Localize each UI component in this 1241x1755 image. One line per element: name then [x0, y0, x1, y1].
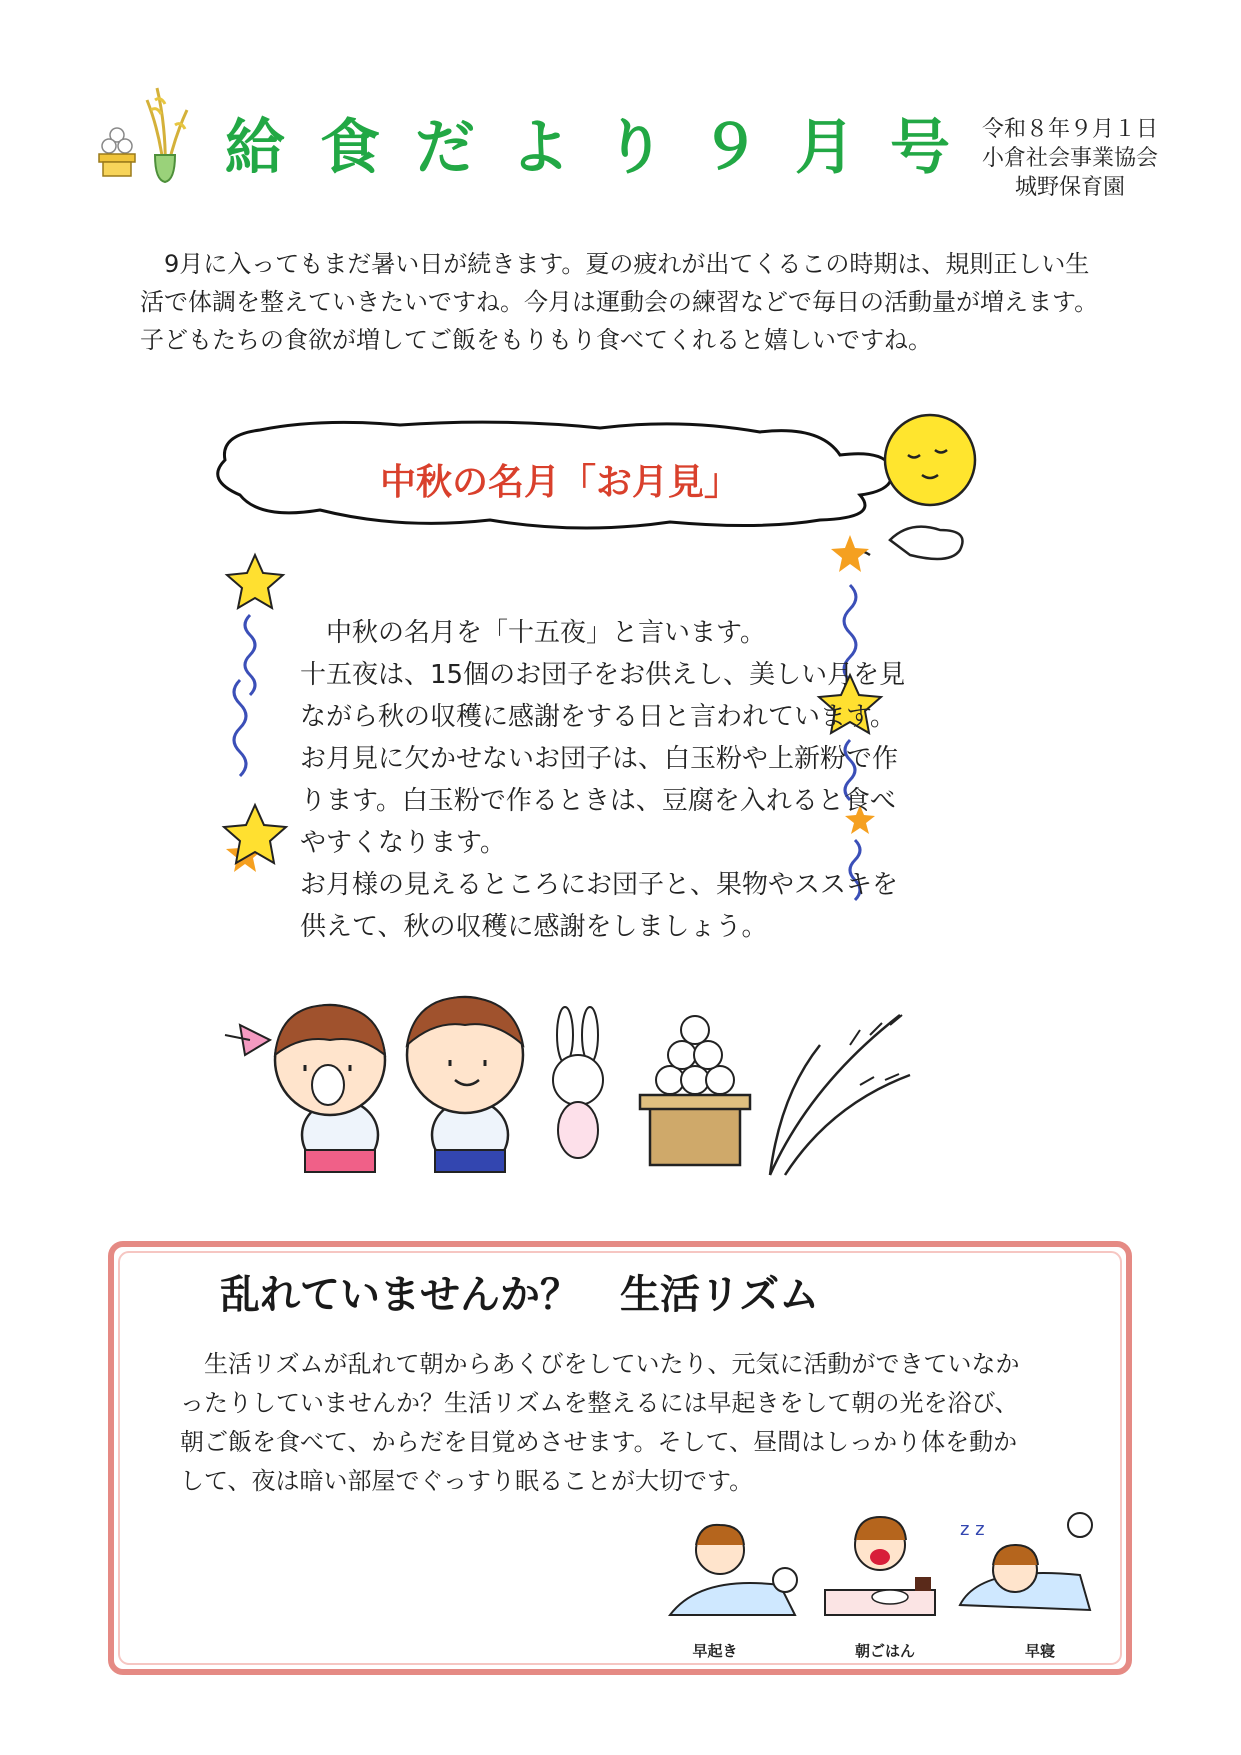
caption-wake-up: 早起き — [692, 1642, 738, 1660]
moon-section-body — [300, 612, 910, 948]
moon-icon — [885, 415, 975, 505]
issue-info — [965, 115, 1175, 202]
issue-date: 令和８年９月１日 — [981, 117, 1158, 142]
svg-text:z z: z z — [960, 1519, 985, 1540]
daily-routine-illustration — [660, 1505, 1100, 1635]
squiggle-icon — [234, 680, 246, 776]
caption-sleep: 早寝 — [1024, 1642, 1055, 1660]
breakfast-illustration — [825, 1517, 935, 1615]
tsukimi-illustration — [210, 985, 1000, 1185]
moon-paragraph: 中秋の名月を「十五夜」と言います。 — [300, 618, 766, 648]
moon-paragraph: お月様の見えるところにお団子と、果物やススキを供えて、秋の収穫に感謝をしましょう。 — [300, 870, 899, 942]
moon-section-heading: 中秋の名月「お月見」 — [379, 462, 740, 503]
star-icon — [227, 555, 283, 608]
caption-breakfast: 朝ごはん — [854, 1642, 915, 1660]
tsukimi-decoration-icon — [95, 80, 205, 190]
sleep-illustration — [960, 1513, 1092, 1610]
susuki-grass-illustration — [770, 1015, 910, 1175]
page-title: 給食だより９月号 — [225, 113, 985, 183]
rhythm-section-body: 生活リズムが乱れて朝からあくびをしていたり、元気に活動ができていなかったりしていませんか？生活リズムを整えるには早起きをして朝の光を浴び、朝ご飯を食べて、からだを目覚めさせます。そして、昼間はしっかり体を動かして、夜は暗い部屋でぐっすり眠ることが大切です。 — [180, 1350, 1020, 1495]
star-icon — [831, 535, 869, 572]
school-name: 城野保育園 — [1014, 175, 1125, 200]
organization-name: 小倉社会事業協会 — [981, 146, 1158, 171]
intro-paragraph: 9月に入ってもまだ暑い日が続きます。夏の疲れが出てくるこの時期は、規則正しい生活で体調を整えていきたいですね。今月は運動会の練習などで毎日の活動量が増えます。子どもたちの食欲が増してご飯をもりもり食べてくれると嬉しいですね。 — [140, 250, 1099, 354]
dango-illustration — [640, 1016, 750, 1165]
moon-paragraph: 十五夜は、15個のお団子をお供えし、美しい月を見ながら秋の収穫に感謝をする日と言われています。お月見に欠かせないお団子は、白玉粉や上新粉で作ります。白玉粉で作るときは、豆腐を入れると食べやすくなります。 — [300, 660, 906, 858]
wake-up-illustration — [670, 1525, 797, 1615]
rhythm-section-heading: 乱れていませんか？ 生活リズム — [220, 1272, 820, 1318]
squiggle-icon — [245, 615, 255, 695]
girl-illustration — [225, 1005, 385, 1172]
boy-illustration — [407, 997, 523, 1172]
rabbit-illustration — [553, 1007, 603, 1158]
